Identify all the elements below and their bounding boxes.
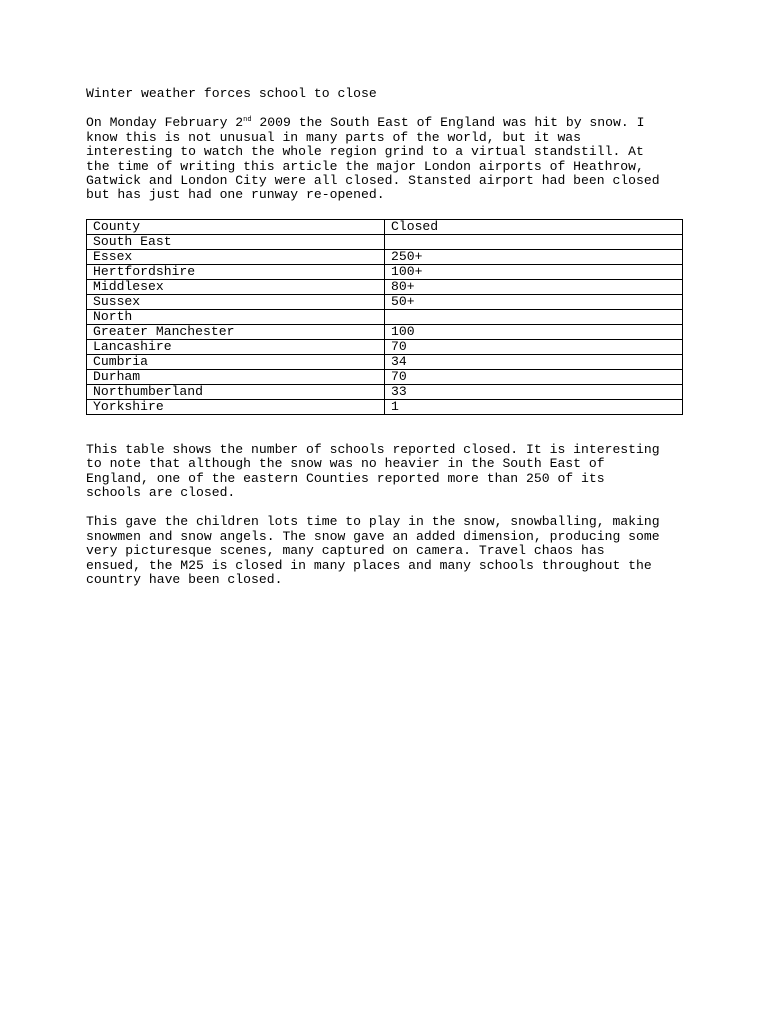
header-closed: Closed — [385, 219, 683, 234]
closing-paragraph — [86, 515, 684, 587]
paragraph-line: schools are closed. — [86, 485, 236, 501]
intro-line: the time of writing this article the major London airports of Heathrow, — [86, 158, 644, 174]
paragraph-line: to note that although the snow was no heavier in the South East of — [86, 456, 605, 472]
closed-cell: 250+ — [385, 249, 683, 264]
closed-cell: 34 — [385, 354, 683, 369]
intro-line: interesting to watch the whole region grind to a virtual standstill. At — [86, 144, 644, 160]
paragraph-line: England, one of the eastern Counties reported more than 250 of its — [86, 470, 605, 486]
closed-cell — [385, 309, 683, 324]
article-title: Winter weather forces school to close — [86, 86, 377, 101]
county-cell: Hertfordshire — [87, 264, 385, 279]
intro-line-1-start: On Monday February 2 — [86, 115, 244, 131]
table-header-row — [87, 219, 683, 234]
document-body — [86, 87, 684, 588]
county-cell: Essex — [87, 249, 385, 264]
table-row — [87, 294, 683, 309]
closed-cell: 80+ — [385, 279, 683, 294]
closed-cell: 1 — [385, 399, 683, 414]
intro-paragraph — [86, 116, 684, 202]
table-row — [87, 369, 683, 384]
closed-cell: 100+ — [385, 264, 683, 279]
table-row — [87, 309, 683, 324]
county-cell: Durham — [87, 369, 385, 384]
intro-line: but has just had one runway re-opened. — [86, 187, 385, 203]
table-row — [87, 324, 683, 339]
closed-cell: 100 — [385, 324, 683, 339]
paragraph-line: country have been closed. — [86, 572, 283, 588]
intro-line: know this is not unusual in many parts of the world, but it was — [86, 129, 582, 145]
table-row — [87, 384, 683, 399]
closed-cell: 70 — [385, 369, 683, 384]
table-row — [87, 279, 683, 294]
header-county: County — [87, 219, 385, 234]
closed-cell — [385, 234, 683, 249]
county-cell: Greater Manchester — [87, 324, 385, 339]
paragraph-line: This gave the children lots time to play in the snow, snowballing, making — [86, 514, 660, 530]
school-closures-table — [86, 219, 683, 415]
table-summary-paragraph — [86, 443, 684, 501]
table-row — [87, 264, 683, 279]
paragraph-line: ensued, the M25 is closed in many places and many schools throughout the — [86, 557, 652, 573]
county-cell: Yorkshire — [87, 399, 385, 414]
table-row — [87, 249, 683, 264]
county-cell: Northumberland — [87, 384, 385, 399]
paragraph-line: This table shows the number of schools reported closed. It is interesting — [86, 441, 660, 457]
county-cell: South East — [87, 234, 385, 249]
paragraph-line: snowmen and snow angels. The snow gave an added dimension, producing some — [86, 528, 660, 544]
table-row — [87, 399, 683, 414]
table-row — [87, 354, 683, 369]
county-cell: North — [87, 309, 385, 324]
closed-cell: 50+ — [385, 294, 683, 309]
county-cell: Middlesex — [87, 279, 385, 294]
closed-cell: 70 — [385, 339, 683, 354]
county-cell: Lancashire — [87, 339, 385, 354]
county-cell: Cumbria — [87, 354, 385, 369]
county-cell: Sussex — [87, 294, 385, 309]
intro-line-1-end: 2009 the South East of England was hit by snow. I — [251, 115, 645, 131]
closed-cell: 33 — [385, 384, 683, 399]
intro-line: Gatwick and London City were all closed. Stansted airport had been closed — [86, 173, 660, 189]
table-row — [87, 234, 683, 249]
paragraph-line: very picturesque scenes, many captured on camera. Travel chaos has — [86, 543, 605, 559]
ordinal-suffix: nd — [243, 116, 252, 125]
table-row — [87, 339, 683, 354]
